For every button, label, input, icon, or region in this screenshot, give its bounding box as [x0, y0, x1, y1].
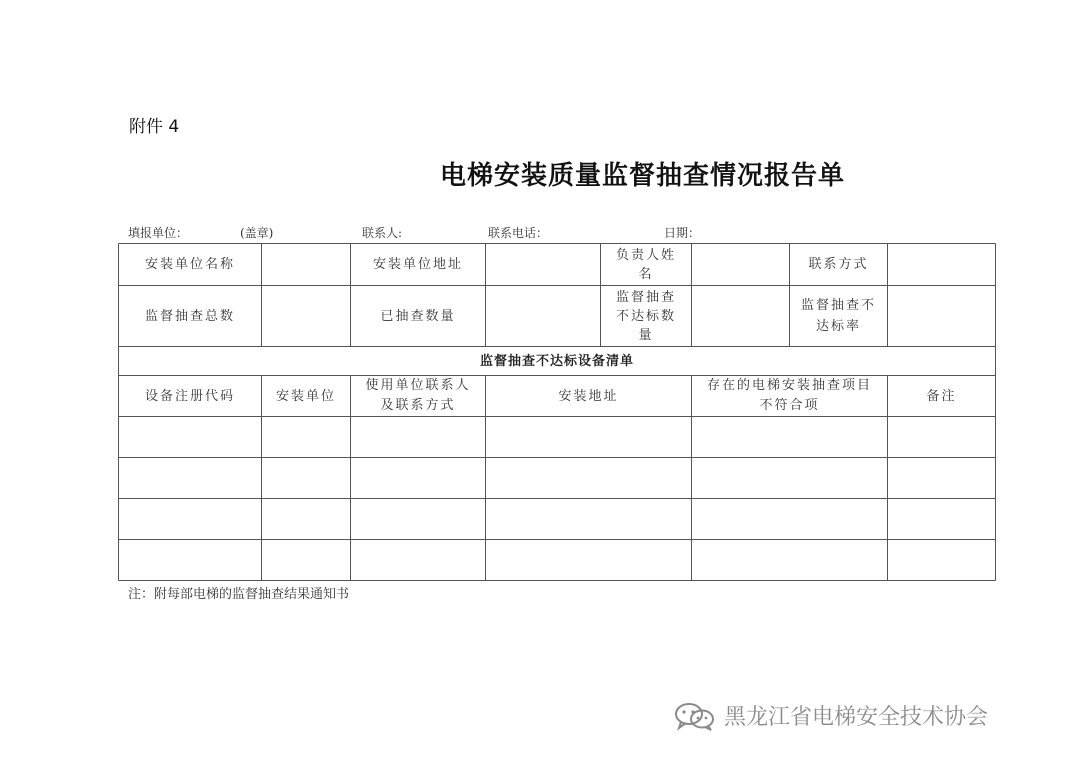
label-noncompliant-count: 监督抽查 不达标数 量	[615, 289, 676, 343]
form-field-seal: (盖章)	[240, 226, 274, 240]
form-field-unit: 填报单位：	[128, 226, 189, 240]
form-field-phone: 联系电话：	[488, 226, 549, 240]
watermark-text: 黑龙江省电梯安全技术协会	[724, 705, 989, 730]
label-responsible-person: 负责人姓 名	[615, 247, 676, 282]
header-install-address: 安装地址	[558, 388, 619, 404]
form-field-date: 日期：	[664, 226, 701, 240]
header-registration-code: 设备注册代码	[144, 388, 235, 404]
wechat-icon	[674, 701, 716, 731]
section-title-noncompliant-list: 监督抽查不达标设备清单	[479, 353, 634, 369]
watermark	[674, 700, 988, 731]
label-noncompliant-rate: 监督抽查不 达标率	[800, 298, 876, 334]
label-install-unit-address: 安装单位地址	[372, 257, 463, 272]
header-user-contact: 使用单位联系人 及联系方式	[365, 378, 471, 413]
label-install-unit-name: 安装单位名称	[144, 257, 235, 272]
document-title: 电梯安装质量监督抽查情况报告单	[440, 161, 846, 191]
footnote: 注：附每部电梯的监督抽查结果通知书	[128, 587, 350, 602]
header-noncompliant-items: 存在的电梯安装抽查项目 不符合项	[706, 378, 872, 413]
label-contact-method: 联系方式	[808, 257, 869, 272]
header-remarks: 备注	[926, 388, 957, 404]
form-field-contact: 联系人:	[362, 226, 403, 240]
header-install-unit: 安装单位	[275, 388, 336, 404]
label-inspected-count: 已抽查数量	[380, 308, 456, 324]
label-total-inspections: 监督抽查总数	[144, 308, 235, 324]
attachment-label: 附件 4	[129, 117, 180, 137]
